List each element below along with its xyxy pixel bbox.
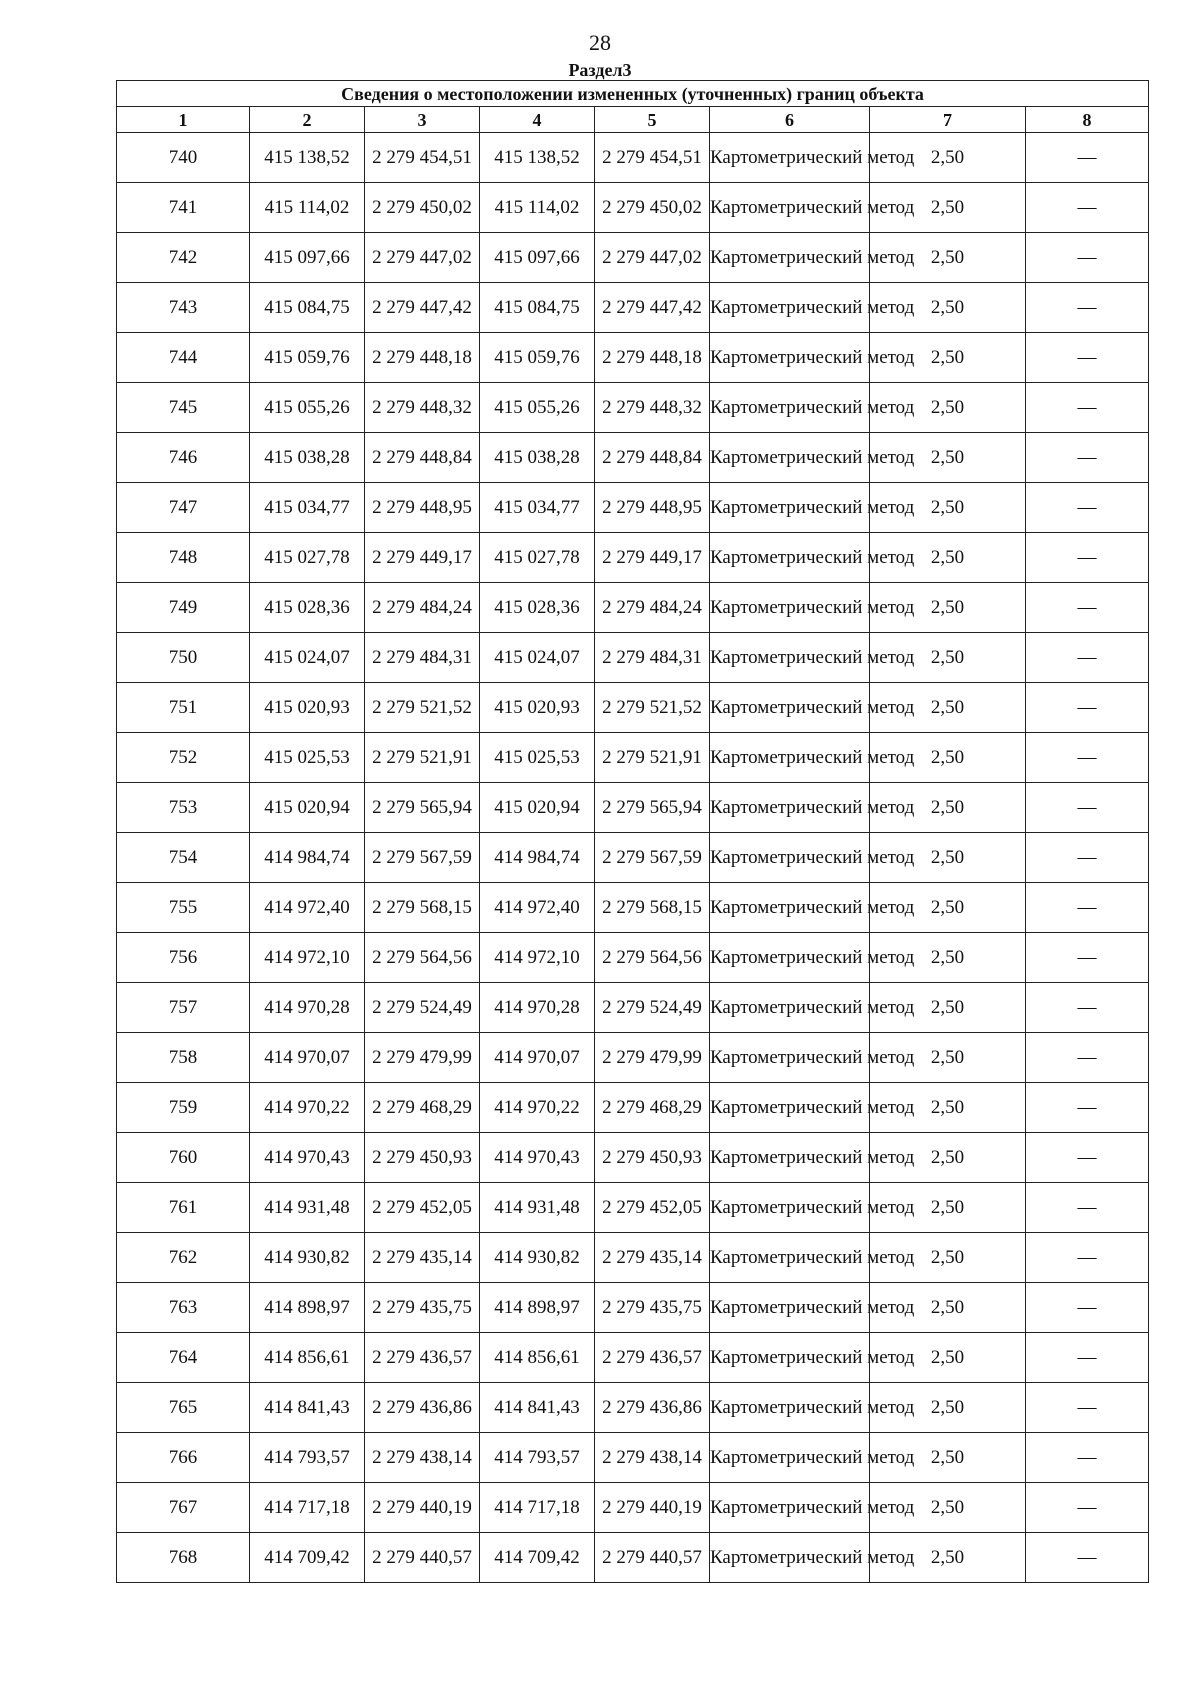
point-number-cell: 754 bbox=[117, 833, 250, 883]
point-number-cell: 757 bbox=[117, 983, 250, 1033]
table-row bbox=[117, 283, 1149, 333]
note-cell: — bbox=[1026, 1433, 1149, 1483]
method-cell: Картометрический метод bbox=[710, 933, 870, 983]
table-row bbox=[117, 1233, 1149, 1283]
method-cell: Картометрический метод bbox=[710, 383, 870, 433]
method-cell: Картометрический метод bbox=[710, 1183, 870, 1233]
x-old-cell: 415 027,78 bbox=[250, 533, 365, 583]
y-old-cell: 2 279 484,31 bbox=[365, 633, 480, 683]
y-new-cell: 2 279 438,14 bbox=[595, 1433, 710, 1483]
y-new-cell: 2 279 447,02 bbox=[595, 233, 710, 283]
point-number-cell: 752 bbox=[117, 733, 250, 783]
x-new-cell: 415 028,36 bbox=[480, 583, 595, 633]
table-row bbox=[117, 183, 1149, 233]
column-number: 1 bbox=[117, 107, 250, 133]
y-old-cell: 2 279 484,24 bbox=[365, 583, 480, 633]
x-old-cell: 414 717,18 bbox=[250, 1483, 365, 1533]
method-cell: Картометрический метод bbox=[710, 833, 870, 883]
table-row bbox=[117, 783, 1149, 833]
y-new-cell: 2 279 524,49 bbox=[595, 983, 710, 1033]
table-row bbox=[117, 1133, 1149, 1183]
table-row bbox=[117, 683, 1149, 733]
note-cell: — bbox=[1026, 1233, 1149, 1283]
table-row bbox=[117, 833, 1149, 883]
point-number-cell: 748 bbox=[117, 533, 250, 583]
x-new-cell: 414 793,57 bbox=[480, 1433, 595, 1483]
method-cell: Картометрический метод bbox=[710, 733, 870, 783]
method-cell: Картометрический метод bbox=[710, 1433, 870, 1483]
column-number: 6 bbox=[710, 107, 870, 133]
x-new-cell: 415 114,02 bbox=[480, 183, 595, 233]
table-row bbox=[117, 483, 1149, 533]
x-new-cell: 415 025,53 bbox=[480, 733, 595, 783]
y-new-cell: 2 279 454,51 bbox=[595, 133, 710, 183]
accuracy-cell: 2,50 bbox=[870, 483, 1026, 533]
method-cell: Картометрический метод bbox=[710, 1283, 870, 1333]
y-old-cell: 2 279 564,56 bbox=[365, 933, 480, 983]
table-body bbox=[117, 133, 1149, 1583]
column-number: 4 bbox=[480, 107, 595, 133]
x-new-cell: 415 059,76 bbox=[480, 333, 595, 383]
x-old-cell: 414 970,28 bbox=[250, 983, 365, 1033]
point-number-cell: 749 bbox=[117, 583, 250, 633]
accuracy-cell: 2,50 bbox=[870, 1033, 1026, 1083]
y-old-cell: 2 279 448,95 bbox=[365, 483, 480, 533]
point-number-cell: 762 bbox=[117, 1233, 250, 1283]
x-old-cell: 414 930,82 bbox=[250, 1233, 365, 1283]
table-row bbox=[117, 1283, 1149, 1333]
y-old-cell: 2 279 448,84 bbox=[365, 433, 480, 483]
y-new-cell: 2 279 567,59 bbox=[595, 833, 710, 883]
column-number-row bbox=[117, 107, 1149, 133]
note-cell: — bbox=[1026, 583, 1149, 633]
method-cell: Картометрический метод bbox=[710, 1033, 870, 1083]
y-new-cell: 2 279 479,99 bbox=[595, 1033, 710, 1083]
accuracy-cell: 2,50 bbox=[870, 1483, 1026, 1533]
method-cell: Картометрический метод bbox=[710, 683, 870, 733]
accuracy-cell: 2,50 bbox=[870, 1533, 1026, 1583]
accuracy-cell: 2,50 bbox=[870, 533, 1026, 583]
table-row bbox=[117, 1183, 1149, 1233]
x-new-cell: 414 856,61 bbox=[480, 1333, 595, 1383]
x-new-cell: 414 970,07 bbox=[480, 1033, 595, 1083]
point-number-cell: 756 bbox=[117, 933, 250, 983]
accuracy-cell: 2,50 bbox=[870, 683, 1026, 733]
method-cell: Картометрический метод bbox=[710, 583, 870, 633]
point-number-cell: 747 bbox=[117, 483, 250, 533]
y-new-cell: 2 279 565,94 bbox=[595, 783, 710, 833]
column-number: 2 bbox=[250, 107, 365, 133]
method-cell: Картометрический метод bbox=[710, 1533, 870, 1583]
accuracy-cell: 2,50 bbox=[870, 733, 1026, 783]
method-cell: Картометрический метод bbox=[710, 1333, 870, 1383]
accuracy-cell: 2,50 bbox=[870, 233, 1026, 283]
y-old-cell: 2 279 448,32 bbox=[365, 383, 480, 433]
x-old-cell: 415 020,94 bbox=[250, 783, 365, 833]
y-old-cell: 2 279 448,18 bbox=[365, 333, 480, 383]
point-number-cell: 740 bbox=[117, 133, 250, 183]
accuracy-cell: 2,50 bbox=[870, 1083, 1026, 1133]
method-cell: Картометрический метод bbox=[710, 983, 870, 1033]
x-old-cell: 414 970,07 bbox=[250, 1033, 365, 1083]
method-cell: Картометрический метод bbox=[710, 183, 870, 233]
column-number: 7 bbox=[870, 107, 1026, 133]
method-cell: Картометрический метод bbox=[710, 883, 870, 933]
table-caption: Сведения о местоположении измененных (уточненных) границ объекта bbox=[117, 81, 1149, 107]
note-cell: — bbox=[1026, 1483, 1149, 1533]
table-row bbox=[117, 983, 1149, 1033]
accuracy-cell: 2,50 bbox=[870, 633, 1026, 683]
method-cell: Картометрический метод bbox=[710, 783, 870, 833]
y-old-cell: 2 279 440,57 bbox=[365, 1533, 480, 1583]
point-number-cell: 744 bbox=[117, 333, 250, 383]
note-cell: — bbox=[1026, 133, 1149, 183]
x-new-cell: 414 931,48 bbox=[480, 1183, 595, 1233]
y-old-cell: 2 279 524,49 bbox=[365, 983, 480, 1033]
x-new-cell: 415 055,26 bbox=[480, 383, 595, 433]
x-new-cell: 414 898,97 bbox=[480, 1283, 595, 1333]
y-old-cell: 2 279 479,99 bbox=[365, 1033, 480, 1083]
x-old-cell: 415 024,07 bbox=[250, 633, 365, 683]
y-new-cell: 2 279 484,24 bbox=[595, 583, 710, 633]
accuracy-cell: 2,50 bbox=[870, 1133, 1026, 1183]
x-old-cell: 414 856,61 bbox=[250, 1333, 365, 1383]
method-cell: Картометрический метод bbox=[710, 1483, 870, 1533]
y-old-cell: 2 279 452,05 bbox=[365, 1183, 480, 1233]
point-number-cell: 750 bbox=[117, 633, 250, 683]
x-old-cell: 414 709,42 bbox=[250, 1533, 365, 1583]
x-new-cell: 414 709,42 bbox=[480, 1533, 595, 1583]
point-number-cell: 743 bbox=[117, 283, 250, 333]
x-old-cell: 415 097,66 bbox=[250, 233, 365, 283]
method-cell: Картометрический метод bbox=[710, 433, 870, 483]
method-cell: Картометрический метод bbox=[710, 233, 870, 283]
accuracy-cell: 2,50 bbox=[870, 183, 1026, 233]
x-new-cell: 415 097,66 bbox=[480, 233, 595, 283]
y-old-cell: 2 279 435,14 bbox=[365, 1233, 480, 1283]
note-cell: — bbox=[1026, 483, 1149, 533]
page-number: 28 bbox=[589, 30, 611, 55]
method-cell: Картометрический метод bbox=[710, 1083, 870, 1133]
table-row bbox=[117, 933, 1149, 983]
x-old-cell: 415 055,26 bbox=[250, 383, 365, 433]
x-new-cell: 415 020,93 bbox=[480, 683, 595, 733]
point-number-cell: 753 bbox=[117, 783, 250, 833]
point-number-cell: 768 bbox=[117, 1533, 250, 1583]
point-number-cell: 746 bbox=[117, 433, 250, 483]
point-number-cell: 766 bbox=[117, 1433, 250, 1483]
note-cell: — bbox=[1026, 383, 1149, 433]
y-new-cell: 2 279 447,42 bbox=[595, 283, 710, 333]
point-number-cell: 758 bbox=[117, 1033, 250, 1083]
note-cell: — bbox=[1026, 1033, 1149, 1083]
x-new-cell: 414 970,22 bbox=[480, 1083, 595, 1133]
table-row bbox=[117, 1333, 1149, 1383]
table-row bbox=[117, 1033, 1149, 1083]
table-row bbox=[117, 1083, 1149, 1133]
point-number-cell: 764 bbox=[117, 1333, 250, 1383]
x-old-cell: 414 793,57 bbox=[250, 1433, 365, 1483]
accuracy-cell: 2,50 bbox=[870, 883, 1026, 933]
y-new-cell: 2 279 484,31 bbox=[595, 633, 710, 683]
column-number: 5 bbox=[595, 107, 710, 133]
accuracy-cell: 2,50 bbox=[870, 583, 1026, 633]
y-new-cell: 2 279 468,29 bbox=[595, 1083, 710, 1133]
y-old-cell: 2 279 438,14 bbox=[365, 1433, 480, 1483]
note-cell: — bbox=[1026, 333, 1149, 383]
y-new-cell: 2 279 448,32 bbox=[595, 383, 710, 433]
x-old-cell: 415 038,28 bbox=[250, 433, 365, 483]
method-cell: Картометрический метод bbox=[710, 1383, 870, 1433]
y-new-cell: 2 279 435,75 bbox=[595, 1283, 710, 1333]
point-number-cell: 742 bbox=[117, 233, 250, 283]
y-new-cell: 2 279 436,86 bbox=[595, 1383, 710, 1433]
note-cell: — bbox=[1026, 933, 1149, 983]
accuracy-cell: 2,50 bbox=[870, 1183, 1026, 1233]
table-row bbox=[117, 883, 1149, 933]
y-old-cell: 2 279 468,29 bbox=[365, 1083, 480, 1133]
y-old-cell: 2 279 450,93 bbox=[365, 1133, 480, 1183]
point-number-cell: 761 bbox=[117, 1183, 250, 1233]
note-cell: — bbox=[1026, 1183, 1149, 1233]
x-old-cell: 414 898,97 bbox=[250, 1283, 365, 1333]
x-old-cell: 414 972,10 bbox=[250, 933, 365, 983]
x-old-cell: 415 020,93 bbox=[250, 683, 365, 733]
y-new-cell: 2 279 435,14 bbox=[595, 1233, 710, 1283]
x-new-cell: 414 970,28 bbox=[480, 983, 595, 1033]
x-old-cell: 415 028,36 bbox=[250, 583, 365, 633]
note-cell: — bbox=[1026, 1283, 1149, 1333]
x-new-cell: 414 717,18 bbox=[480, 1483, 595, 1533]
table-row bbox=[117, 233, 1149, 283]
x-old-cell: 415 059,76 bbox=[250, 333, 365, 383]
table-row bbox=[117, 383, 1149, 433]
accuracy-cell: 2,50 bbox=[870, 1333, 1026, 1383]
x-old-cell: 415 025,53 bbox=[250, 733, 365, 783]
accuracy-cell: 2,50 bbox=[870, 1433, 1026, 1483]
y-new-cell: 2 279 564,56 bbox=[595, 933, 710, 983]
x-old-cell: 414 972,40 bbox=[250, 883, 365, 933]
point-number-cell: 767 bbox=[117, 1483, 250, 1533]
table-row bbox=[117, 533, 1149, 583]
point-number-cell: 763 bbox=[117, 1283, 250, 1333]
y-new-cell: 2 279 521,91 bbox=[595, 733, 710, 783]
y-old-cell: 2 279 565,94 bbox=[365, 783, 480, 833]
x-new-cell: 415 084,75 bbox=[480, 283, 595, 333]
x-new-cell: 414 972,40 bbox=[480, 883, 595, 933]
y-new-cell: 2 279 436,57 bbox=[595, 1333, 710, 1383]
x-new-cell: 415 027,78 bbox=[480, 533, 595, 583]
x-new-cell: 415 020,94 bbox=[480, 783, 595, 833]
method-cell: Картометрический метод bbox=[710, 283, 870, 333]
accuracy-cell: 2,50 bbox=[870, 833, 1026, 883]
column-number: 8 bbox=[1026, 107, 1149, 133]
note-cell: — bbox=[1026, 783, 1149, 833]
note-cell: — bbox=[1026, 183, 1149, 233]
note-cell: — bbox=[1026, 683, 1149, 733]
note-cell: — bbox=[1026, 283, 1149, 333]
y-old-cell: 2 279 567,59 bbox=[365, 833, 480, 883]
note-cell: — bbox=[1026, 1383, 1149, 1433]
y-new-cell: 2 279 448,95 bbox=[595, 483, 710, 533]
note-cell: — bbox=[1026, 633, 1149, 683]
x-new-cell: 414 970,43 bbox=[480, 1133, 595, 1183]
accuracy-cell: 2,50 bbox=[870, 283, 1026, 333]
x-old-cell: 414 841,43 bbox=[250, 1383, 365, 1433]
y-old-cell: 2 279 521,91 bbox=[365, 733, 480, 783]
table-row bbox=[117, 1383, 1149, 1433]
y-old-cell: 2 279 435,75 bbox=[365, 1283, 480, 1333]
point-number-cell: 755 bbox=[117, 883, 250, 933]
table-row bbox=[117, 1433, 1149, 1483]
note-cell: — bbox=[1026, 833, 1149, 883]
y-new-cell: 2 279 440,19 bbox=[595, 1483, 710, 1533]
y-new-cell: 2 279 449,17 bbox=[595, 533, 710, 583]
method-cell: Картометрический метод bbox=[710, 133, 870, 183]
note-cell: — bbox=[1026, 1533, 1149, 1583]
y-old-cell: 2 279 436,86 bbox=[365, 1383, 480, 1433]
note-cell: — bbox=[1026, 733, 1149, 783]
x-new-cell: 415 034,77 bbox=[480, 483, 595, 533]
x-old-cell: 415 138,52 bbox=[250, 133, 365, 183]
coordinates-table bbox=[116, 80, 1149, 1583]
y-new-cell: 2 279 450,02 bbox=[595, 183, 710, 233]
accuracy-cell: 2,50 bbox=[870, 133, 1026, 183]
table-row bbox=[117, 733, 1149, 783]
y-old-cell: 2 279 440,19 bbox=[365, 1483, 480, 1533]
y-old-cell: 2 279 449,17 bbox=[365, 533, 480, 583]
accuracy-cell: 2,50 bbox=[870, 983, 1026, 1033]
table-row bbox=[117, 1533, 1149, 1583]
x-old-cell: 414 984,74 bbox=[250, 833, 365, 883]
y-new-cell: 2 279 452,05 bbox=[595, 1183, 710, 1233]
x-new-cell: 414 930,82 bbox=[480, 1233, 595, 1283]
x-new-cell: 415 138,52 bbox=[480, 133, 595, 183]
x-new-cell: 414 972,10 bbox=[480, 933, 595, 983]
accuracy-cell: 2,50 bbox=[870, 433, 1026, 483]
y-old-cell: 2 279 454,51 bbox=[365, 133, 480, 183]
accuracy-cell: 2,50 bbox=[870, 933, 1026, 983]
table-row bbox=[117, 133, 1149, 183]
x-old-cell: 414 931,48 bbox=[250, 1183, 365, 1233]
accuracy-cell: 2,50 bbox=[870, 1383, 1026, 1433]
y-new-cell: 2 279 521,52 bbox=[595, 683, 710, 733]
table-row bbox=[117, 1483, 1149, 1533]
point-number-cell: 759 bbox=[117, 1083, 250, 1133]
accuracy-cell: 2,50 bbox=[870, 333, 1026, 383]
x-new-cell: 414 841,43 bbox=[480, 1383, 595, 1433]
point-number-cell: 760 bbox=[117, 1133, 250, 1183]
y-old-cell: 2 279 521,52 bbox=[365, 683, 480, 733]
x-old-cell: 415 034,77 bbox=[250, 483, 365, 533]
table-row bbox=[117, 633, 1149, 683]
point-number-cell: 751 bbox=[117, 683, 250, 733]
y-old-cell: 2 279 568,15 bbox=[365, 883, 480, 933]
x-old-cell: 415 084,75 bbox=[250, 283, 365, 333]
y-old-cell: 2 279 450,02 bbox=[365, 183, 480, 233]
x-old-cell: 414 970,43 bbox=[250, 1133, 365, 1183]
table-row bbox=[117, 333, 1149, 383]
column-number: 3 bbox=[365, 107, 480, 133]
x-new-cell: 414 984,74 bbox=[480, 833, 595, 883]
y-old-cell: 2 279 436,57 bbox=[365, 1333, 480, 1383]
note-cell: — bbox=[1026, 1133, 1149, 1183]
point-number-cell: 745 bbox=[117, 383, 250, 433]
table-row bbox=[117, 583, 1149, 633]
method-cell: Картометрический метод bbox=[710, 533, 870, 583]
x-new-cell: 415 024,07 bbox=[480, 633, 595, 683]
method-cell: Картометрический метод bbox=[710, 483, 870, 533]
table-row bbox=[117, 433, 1149, 483]
method-cell: Картометрический метод bbox=[710, 333, 870, 383]
point-number-cell: 765 bbox=[117, 1383, 250, 1433]
accuracy-cell: 2,50 bbox=[870, 1283, 1026, 1333]
y-new-cell: 2 279 448,84 bbox=[595, 433, 710, 483]
y-old-cell: 2 279 447,42 bbox=[365, 283, 480, 333]
note-cell: — bbox=[1026, 433, 1149, 483]
y-new-cell: 2 279 568,15 bbox=[595, 883, 710, 933]
y-new-cell: 2 279 450,93 bbox=[595, 1133, 710, 1183]
accuracy-cell: 2,50 bbox=[870, 1233, 1026, 1283]
y-new-cell: 2 279 448,18 bbox=[595, 333, 710, 383]
note-cell: — bbox=[1026, 1333, 1149, 1383]
note-cell: — bbox=[1026, 1083, 1149, 1133]
point-number-cell: 741 bbox=[117, 183, 250, 233]
method-cell: Картометрический метод bbox=[710, 1133, 870, 1183]
accuracy-cell: 2,50 bbox=[870, 383, 1026, 433]
section-title: Раздел3 bbox=[568, 60, 632, 80]
note-cell: — bbox=[1026, 883, 1149, 933]
method-cell: Картометрический метод bbox=[710, 633, 870, 683]
x-old-cell: 414 970,22 bbox=[250, 1083, 365, 1133]
accuracy-cell: 2,50 bbox=[870, 783, 1026, 833]
y-new-cell: 2 279 440,57 bbox=[595, 1533, 710, 1583]
method-cell: Картометрический метод bbox=[710, 1233, 870, 1283]
note-cell: — bbox=[1026, 533, 1149, 583]
x-new-cell: 415 038,28 bbox=[480, 433, 595, 483]
y-old-cell: 2 279 447,02 bbox=[365, 233, 480, 283]
note-cell: — bbox=[1026, 983, 1149, 1033]
x-old-cell: 415 114,02 bbox=[250, 183, 365, 233]
note-cell: — bbox=[1026, 233, 1149, 283]
